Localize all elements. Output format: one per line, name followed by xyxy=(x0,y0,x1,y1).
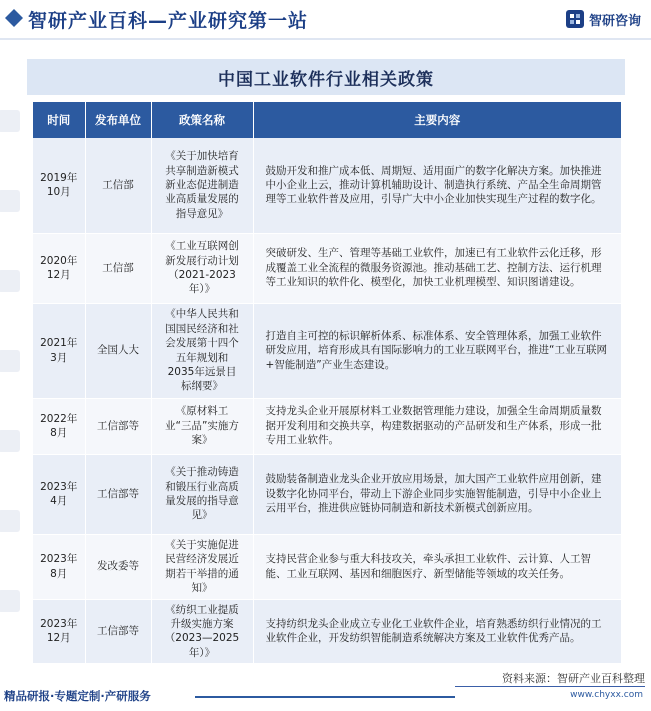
source-note: 资料来源：智研产业百科整理 xyxy=(502,672,645,685)
table-title-banner xyxy=(27,59,625,95)
brand-logo-text: 智研咨询 xyxy=(588,13,641,29)
table-row xyxy=(33,138,621,233)
top-header xyxy=(0,0,651,40)
cell-time: 2023年8月 xyxy=(33,534,85,599)
site-title: 智研产业百科—产业研究第一站 xyxy=(28,10,309,32)
cell-policy-name: 《关于推动铸造和锻压行业高质量发展的指导意见》 xyxy=(151,454,253,534)
table-row xyxy=(33,398,621,454)
footer-slogan: 精品研报·专题定制·产研服务 xyxy=(4,689,151,703)
cell-content: 突破研发、生产、管理等基础工业软件，加速已有工业软件云化迁移，形成覆盖工业全流程的微服务资源池。推动基础工艺、控制方法、运行机理等工业知识的软件化、模型化，加快工业机理模型、知识图谱建设。 xyxy=(253,233,621,303)
cell-time: 2021年3月 xyxy=(33,303,85,398)
cell-dept: 发改委等 xyxy=(85,534,151,599)
table-row xyxy=(33,599,621,664)
cell-dept: 工信部等 xyxy=(85,599,151,664)
cell-policy-name: 《中华人民共和国国民经济和社会发展第十四个五年规划和2035年远景目标纲要》 xyxy=(151,303,253,398)
diamond-icon xyxy=(4,8,24,28)
source-divider xyxy=(455,686,645,687)
header-divider xyxy=(0,38,651,40)
cell-dept: 工信部 xyxy=(85,233,151,303)
brand-logo[interactable] xyxy=(565,9,641,29)
column-header-time: 时间 xyxy=(33,102,85,138)
column-header-name: 政策名称 xyxy=(151,102,253,138)
column-header-content: 主要内容 xyxy=(253,102,621,138)
watermark-pattern xyxy=(0,100,30,660)
cell-policy-name: 《原材料工业“三品”实施方案》 xyxy=(151,398,253,454)
cell-time: 2020年12月 xyxy=(33,233,85,303)
cell-content: 支持民营企业参与重大科技攻关，牵头承担工业软件、云计算、人工智能、工业互联网、基因和细胞医疗、新型储能等领域的攻关任务。 xyxy=(253,534,621,599)
cell-time: 2022年8月 xyxy=(33,398,85,454)
column-header-dept: 发布单位 xyxy=(85,102,151,138)
cell-content: 鼓励装备制造业龙头企业开放应用场景，加大国产工业软件应用创新，建设数字化协同平台，带动上下游企业同步实施智能制造，引导中小企业上云用平台，推进供应链协同制造和新技术新模式创新应用。 xyxy=(253,454,621,534)
table-row xyxy=(33,534,621,599)
cell-policy-name: 《关于加快培育共享制造新模式新业态促进制造业高质量发展的指导意见》 xyxy=(151,138,253,233)
website-link[interactable]: www.chyxx.com xyxy=(570,690,643,700)
cell-time: 2023年12月 xyxy=(33,599,85,664)
cell-policy-name: 《工业互联网创新发展行动计划（2021-2023年）》 xyxy=(151,233,253,303)
cell-dept: 工信部等 xyxy=(85,398,151,454)
cell-dept: 全国人大 xyxy=(85,303,151,398)
policy-table xyxy=(33,102,621,664)
cell-time: 2019年10月 xyxy=(33,138,85,233)
table-title: 中国工业软件行业相关政策 xyxy=(218,69,434,90)
table-row xyxy=(33,454,621,534)
footer-divider xyxy=(195,696,455,698)
cell-content: 支持纺织龙头企业成立专业化工业软件企业，培育熟悉纺织行业情况的工业软件企业，开发纺织智能制造系统解决方案及工业软件优秀产品。 xyxy=(253,599,621,664)
table-header-row xyxy=(33,102,621,138)
cell-content: 支持龙头企业开展原材料工业数据管理能力建设，加强全生命周期质量数据开发利用和交换共享，构建数据驱动的产品研发和生产体系，形成一批专用工业软件。 xyxy=(253,398,621,454)
table-row xyxy=(33,303,621,398)
cell-content: 打造自主可控的标识解析体系、标准体系、安全管理体系，加强工业软件研发应用，培育形成具有国际影响力的工业互联网平台，推进“工业互联网+智能制造”产业生态建设。 xyxy=(253,303,621,398)
cell-dept: 工信部 xyxy=(85,138,151,233)
cell-policy-name: 《纺织工业提质升级实施方案（2023—2025年）》 xyxy=(151,599,253,664)
cell-content: 鼓励开发和推广成本低、周期短、适用面广的数字化解决方案。加快推进中小企业上云，推动计算机辅助设计、制造执行系统、产品全生命周期管理等工业软件普及应用，引导广大中小企业加快实现生产过程的数字化。 xyxy=(253,138,621,233)
cell-policy-name: 《关于实施促进民营经济发展近期若干举措的通知》 xyxy=(151,534,253,599)
brand-logo-icon xyxy=(565,9,585,29)
cell-time: 2023年4月 xyxy=(33,454,85,534)
table-row xyxy=(33,233,621,303)
cell-dept: 工信部等 xyxy=(85,454,151,534)
footer xyxy=(0,685,400,711)
